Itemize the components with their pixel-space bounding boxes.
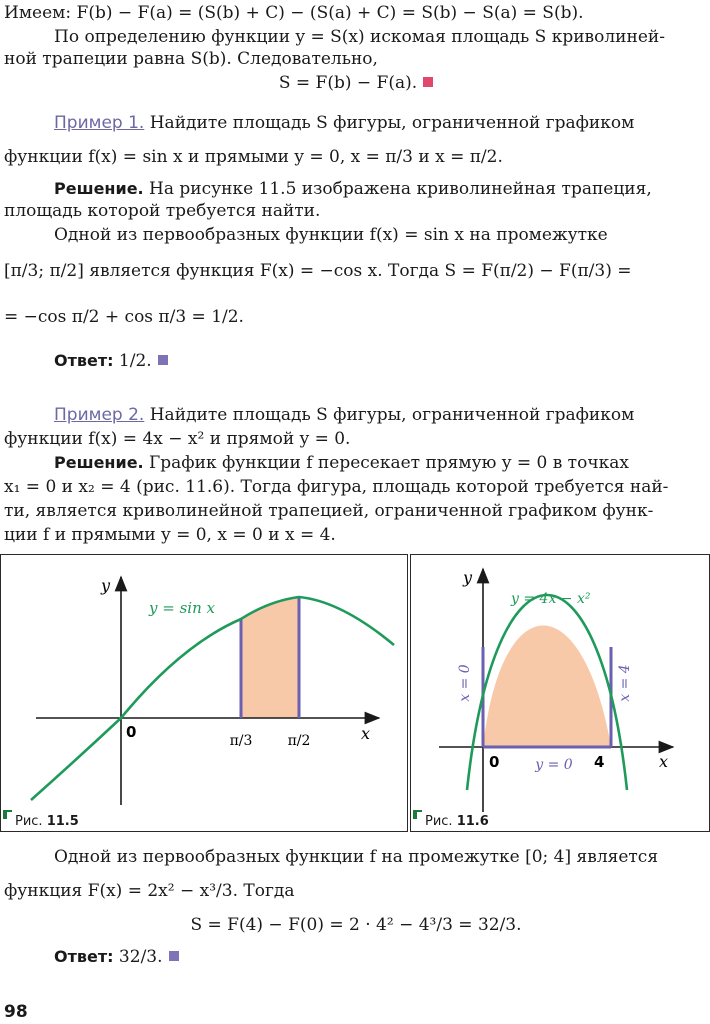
text-line: ции f и прямыми y = 0, x = 0 и x = 4. [4,525,336,545]
solution-2 [54,452,708,474]
y-axis-label: y [101,576,111,595]
text-line: функции f(x) = sin x и прямыми y = 0, x = π/3 и x = π/2. [4,147,503,167]
figure-11-5 [0,554,408,832]
origin-label: 0 [489,753,500,771]
end-mark-icon [169,951,179,961]
text-line: По определению функции y = S(x) искомая площадь S криволиней- [54,27,665,47]
area-fill [483,626,611,748]
solution-text: График функции f пересекает прямую y = 0 в точках [143,453,629,473]
root-label-4: 4 [594,753,605,771]
page-number: 98 [4,1002,28,1022]
answer-label: Ответ: [54,351,114,370]
text-line: x₁ = 0 и x₂ = 4 (рис. 11.6). Тогда фигура, площадь которой требуется най- [4,477,669,497]
solution-label: Решение. [54,453,144,472]
formula: S = F(b) − F(a). [278,73,418,93]
figure-caption [7,812,85,829]
figure-11-6-graph [411,555,708,830]
bound-label-x4: x = 4 [617,664,633,702]
text-line: функция F(x) = 2x² − x³/3. Тогда [4,881,295,901]
bound-label-x0: x = 0 [457,664,473,702]
origin-label: 0 [126,723,137,741]
caption-prefix: Рис. [425,814,453,829]
example-2-text: Найдите площадь S фигуры, ограниченной графиком [144,405,635,425]
example-2-label: Пример 2. [54,405,145,425]
figure-caption [417,812,495,829]
example-1-heading [54,112,708,134]
y-axis-label: y [463,568,473,587]
text-line: Одной из первообразных функции f на промежутке [0; 4] является [54,847,659,867]
figure-11-6 [410,554,710,832]
example-1-label: Пример 1. [54,113,145,133]
text-line: площадь которой требуется найти. [4,201,321,221]
sine-curve [31,597,394,800]
caption-number: 11.6 [456,814,489,829]
example-2-heading [54,404,708,426]
curve-label: y = 4x − x² [511,591,591,607]
answer-label: Ответ: [54,947,114,966]
text-line: ной трапеции равна S(b). Следовательно, [4,49,378,69]
figures-row [0,554,710,832]
x-axis-label: x [659,752,669,771]
caption-prefix: Рис. [15,814,43,829]
caption-number: 11.5 [46,814,79,829]
formula-line [4,72,708,94]
text-line: [π/3; π/2] является функция F(x) = −cos x. Тогда S = F(π/2) − F(π/3) = [4,261,632,281]
end-mark-icon [158,355,168,365]
end-mark-icon [423,77,433,87]
answer-2 [54,946,708,968]
solution-text: На рисунке 11.5 изображена криволинейная трапеция, [143,179,652,199]
tick-label-pi-2: π/2 [287,733,311,749]
x-axis-label: x [361,724,371,743]
answer-value: 32/3. [113,947,163,967]
answer-1 [54,350,708,372]
example-1-text: Найдите площадь S фигуры, ограниченной графиком [144,113,635,133]
formula-line: S = F(4) − F(0) = 2 · 4² − 4³/3 = 32/3. [190,915,522,935]
text-line: функции f(x) = 4x − x² и прямой y = 0. [4,429,351,449]
base-label-y0: y = 0 [535,757,573,773]
tick-label-pi-3: π/3 [229,733,253,749]
text-line: = −cos π/2 + cos π/3 = 1/2. [4,307,244,327]
text-line: Одной из первообразных функции f(x) = sin x на промежутке [54,225,608,245]
solution-1 [54,178,708,200]
text-line: Имеем: F(b) − F(a) = (S(b) + C) − (S(a) + C) = S(b) − S(a) = S(b). [4,3,584,23]
answer-value: 1/2. [113,351,152,371]
solution-label: Решение. [54,179,144,198]
figure-11-5-graph [1,555,406,830]
text-line: ти, является криволинейной трапецией, ограниченной графиком функ- [4,501,654,521]
curve-label: y = sin x [149,599,215,617]
